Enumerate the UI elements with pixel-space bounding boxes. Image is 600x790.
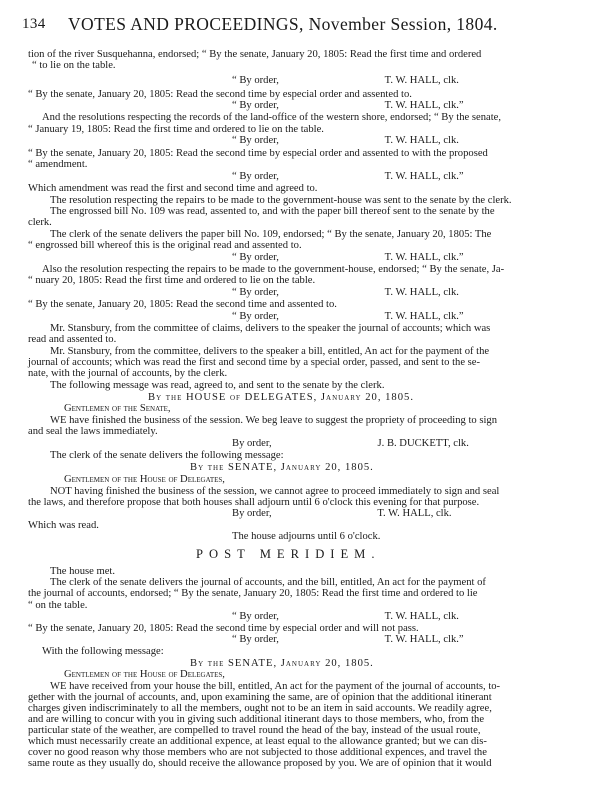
text-line: “ By the senate, January 20, 1805: Read the second time by especial order and assented to.	[28, 89, 412, 100]
text-line: journal of accounts; which was read the first and second time by a special order, passed, and sent to the se-	[28, 357, 481, 368]
text-line: “ By order, T. W. HALL, clk.”	[232, 252, 464, 263]
text-line: Which was read.	[28, 520, 99, 531]
page-number: 134	[22, 16, 46, 32]
text-line: Mr. Stansbury, from the committee, delivers to the speaker a bill, entitled, An act for the payment of the	[50, 346, 490, 357]
text-line: “ By order, T. W. HALL, clk.”	[232, 634, 464, 645]
text-line: cover no good reason why those members who are not subjected to those additional expences, and travel the	[28, 747, 487, 758]
text-line: which must necessarily create an additional expence, at least equal to the allowance granted; but we can dis-	[28, 736, 487, 747]
text-line: “ By order, T. W. HALL, clk.	[232, 287, 459, 298]
text-line: “ By order, T. W. HALL, clk.	[232, 135, 459, 146]
text-line: and are willing to concur with you in giving such additional itinerant days to those members, who, from the	[28, 714, 485, 725]
text-line: “ By order, T. W. HALL, clk.”	[232, 100, 464, 111]
text-line: same route as they usually do, should receive the allowance proposed by you. We are of opinion that it would	[28, 758, 492, 769]
text-line: “ By order, T. W. HALL, clk.”	[232, 171, 464, 182]
text-line: The following message was read, agreed to, and sent to the senate by the clerk.	[50, 380, 385, 391]
section-heading: By the SENATE, January 20, 1805.	[190, 658, 374, 669]
text-line: “ amendment.	[28, 159, 88, 170]
text-line: “ on the table.	[28, 600, 88, 611]
text-line: the laws, and therefore propose that both houses shall adjourn until 6 o'clock this evening for that purpose.	[28, 497, 480, 508]
salutation: Gentlemen of the Senate,	[64, 403, 171, 414]
text-line: The resolution respecting the repairs to be made to the government-house was sent to the senate by the clerk.	[50, 195, 512, 206]
text-line: “ nuary 20, 1805: Read the first time and ordered to lie on the table.	[28, 275, 316, 286]
text-line: “ By order, T. W. HALL, clk.	[232, 75, 459, 86]
text-line: “ By order, T. W. HALL, clk.”	[232, 311, 464, 322]
text-line: clerk.	[28, 217, 52, 228]
text-line: WE have finished the business of the session. We beg leave to suggest the propriety of proceeding to sign	[50, 415, 498, 426]
text-line: By order, T. W. HALL, clk.	[232, 508, 452, 519]
text-line: tion of the river Susquehanna, endorsed; “ By the senate, January 20, 1805: Read the first time and ordered	[28, 49, 482, 60]
text-line: By order, J. B. DUCKETT, clk.	[232, 438, 469, 449]
running-title: VOTES AND PROCEEDINGS, November Session, 1804.	[68, 14, 498, 34]
text-line: The clerk of the senate delivers the paper bill No. 109, endorsed; “ By the senate, January 20, 1805: The	[50, 229, 492, 240]
section-heading: POST MERIDIEM.	[196, 547, 381, 561]
salutation: Gentlemen of the House of Delegates,	[64, 474, 225, 485]
text-line: particular state of the weather, are compelled to travel round the head of the bay, instead of the usual route,	[28, 725, 481, 736]
text-line: And the resolutions respecting the records of the land-office of the western shore, endorsed; “ By the senate,	[42, 112, 502, 123]
text-line: The house met.	[50, 566, 116, 577]
text-line: The clerk of the senate delivers the following message:	[50, 450, 284, 461]
text-line: “ By order, T. W. HALL, clk.	[232, 611, 459, 622]
text-line: The house adjourns until 6 o'clock.	[232, 531, 381, 542]
text-line: “ By the senate, January 20, 1805: Read the second time by especial order and will not pass.	[28, 623, 419, 634]
text-line: gether with the journal of accounts, and, upon examining the same, are of opinion that the additional itinerant	[28, 692, 492, 703]
text-line: charges given indiscriminately to all the members, ought not to be an item in said accounts. We readily agree,	[28, 703, 492, 714]
text-line: With the following message:	[42, 646, 164, 657]
text-line: The clerk of the senate delivers the journal of accounts, and the bill, entitled, An act for the payment of	[50, 577, 486, 588]
text-line: Also the resolution respecting the repairs to be made to the government-house, endorsed; “ By the senate, Ja-	[42, 264, 505, 275]
text-line: Mr. Stansbury, from the committee of claims, delivers to the speaker the journal of accounts; which was	[50, 323, 491, 334]
text-line: nate, with the journal of accounts, by the clerk.	[28, 368, 228, 379]
text-line: “ By the senate, January 20, 1805: Read the second time and assented to.	[28, 299, 337, 310]
section-heading: By the SENATE, January 20, 1805.	[190, 462, 374, 473]
text-line: WE have received from your house the bill, entitled, An act for the payment of the journal of accounts, to-	[50, 681, 501, 692]
text-line: The engrossed bill No. 109 was read, assented to, and with the paper bill thereof sent to the senate by the	[50, 206, 495, 217]
text-line: “ to lie on the table.	[32, 60, 116, 71]
salutation: Gentlemen of the House of Delegates,	[64, 669, 225, 680]
text-line: “ By the senate, January 20, 1805: Read the second time by especial order and assented to with the proposed	[28, 148, 488, 159]
text-line: “ engrossed bill whereof this is the original read and assented to.	[28, 240, 302, 251]
text-line: NOT having finished the business of the session, we cannot agree to proceed immediately to sign and seal	[50, 486, 500, 497]
section-heading: By the HOUSE of DELEGATES, January 20, 1805.	[148, 392, 414, 403]
text-line: and seal the laws immediately.	[28, 426, 158, 437]
text-line: the journal of accounts, endorsed; “ By the senate, January 20, 1805: Read the first time and ordered to lie	[28, 588, 478, 599]
text-line: “ January 19, 1805: Read the first time and ordered to lie on the table.	[28, 124, 324, 135]
page-header	[22, 14, 592, 40]
text-line: read and assented to.	[28, 334, 117, 345]
text-line: Which amendment was read the first and second time and agreed to.	[28, 183, 318, 194]
